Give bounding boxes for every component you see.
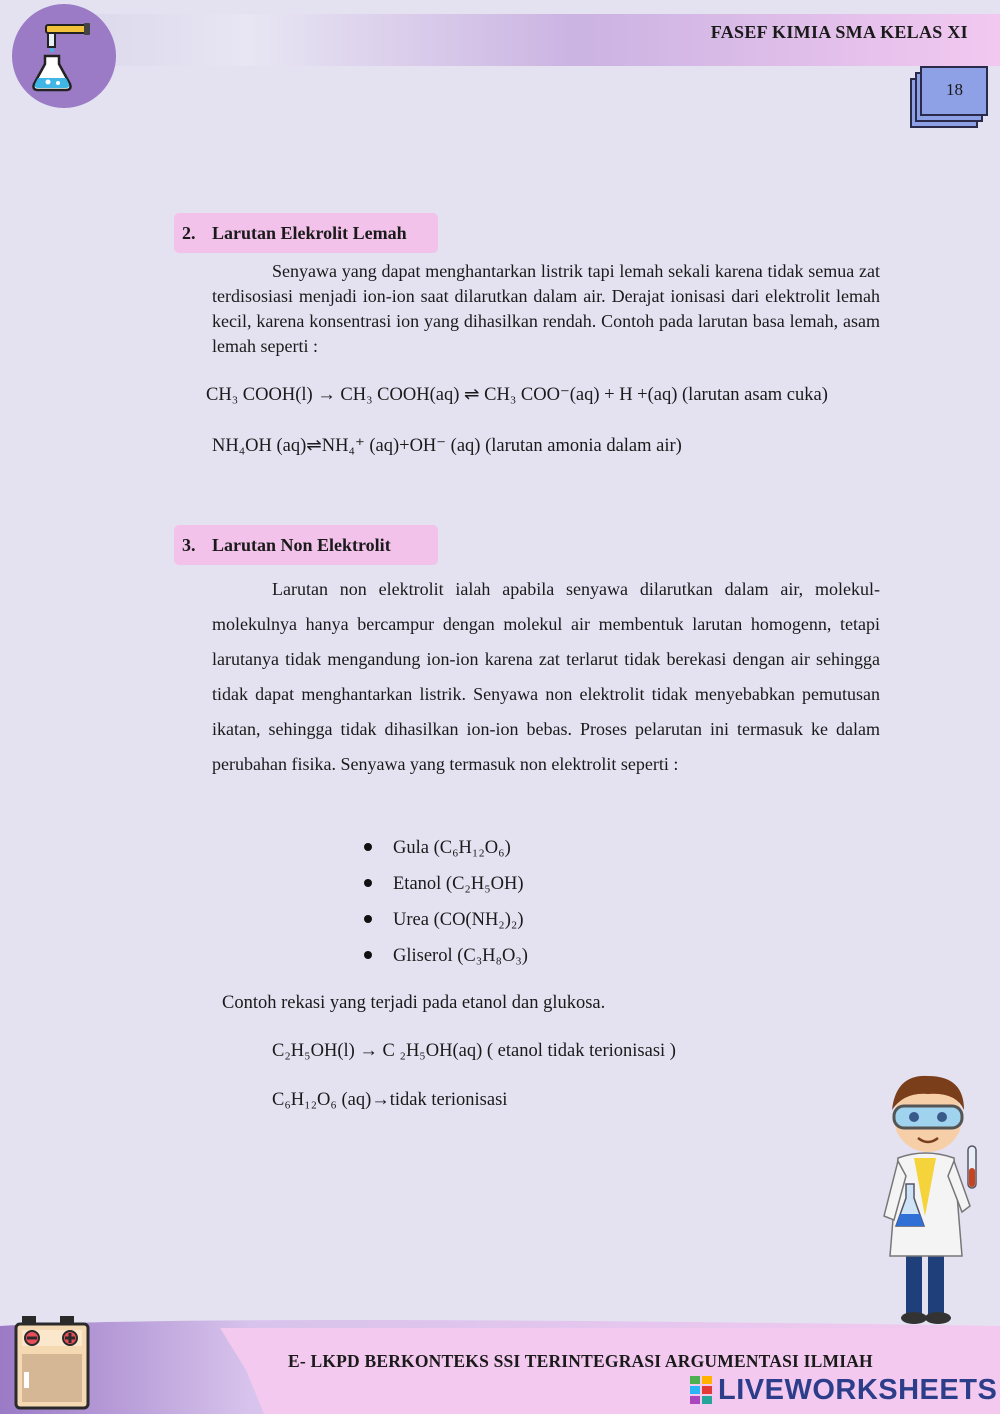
flask-icon <box>12 4 116 108</box>
list-item <box>364 942 528 978</box>
list-item <box>364 834 528 870</box>
battery-icon <box>12 1314 92 1410</box>
list-item <box>364 870 528 906</box>
flask-logo <box>12 4 116 108</box>
section-title: Larutan Non Elektrolit <box>212 535 391 555</box>
paragraph-non-electrolyte <box>212 572 880 782</box>
section-title: Larutan Elekrolit Lemah <box>212 223 407 243</box>
list-item-text: Gliserol (C₃H₈O₃) <box>393 946 528 966</box>
liveworksheets-logo-icon <box>690 1376 714 1404</box>
document-title: FASEF KIMIA SMA KELAS XI <box>710 22 968 42</box>
paragraph-text: Senyawa yang dapat menghantarkan listrik tapi lemah sekali karena tidak semua zat terdisosiasi menjadi ion-ion saat dilarutkan dalam air. Derajat ionisasi dari elektrolit lemah kecil, karena konsentrasi ion yang dihasilkan rendah. Contoh pada larutan basa lemah, asam lemah seperti : <box>212 261 880 356</box>
liveworksheets-watermark: LIVEWORKSHEETS <box>718 1374 998 1406</box>
list-item <box>364 906 528 942</box>
list-item-text: Etanol (C₂H₅OH) <box>393 874 524 894</box>
equation-acetic-acid: CH₃ COOH(l) → CH₃ COOH(aq) ⇌ CH₃ COO⁻(aq) + H +(aq) (larutan asam cuka) <box>206 385 828 405</box>
scientist-boy-illustration <box>870 1066 988 1328</box>
page-number: 18 <box>946 80 963 99</box>
reaction-glucose: C₆H₁₂O₆ (aq)→tidak terionisasi <box>272 1090 508 1110</box>
equation-ammonia: NH₄OH (aq)⇌NH₄⁺ (aq)+OH⁻ (aq) (larutan amonia dalam air) <box>212 436 682 456</box>
list-item-text: Gula (C₆H₁₂O₆) <box>393 838 511 858</box>
page-number-badge <box>910 64 988 126</box>
reaction-ethanol: C₂H₅OH(l) → C ₂H₅OH(aq) ( etanol tidak terionisasi ) <box>272 1041 676 1061</box>
paragraph-weak-electrolyte <box>212 259 880 359</box>
section-heading-non-electrolyte <box>174 525 438 565</box>
reaction-intro: Contoh rekasi yang terjadi pada etanol dan glukosa. <box>222 993 606 1013</box>
non-electrolyte-list <box>364 834 528 978</box>
footer-title: E- LKPD BERKONTEKS SSI TERINTEGRASI ARGUMENTASI ILMIAH <box>288 1351 873 1371</box>
section-heading-weak-electrolyte <box>174 213 438 253</box>
section-number: 3. <box>182 535 196 555</box>
list-item-text: Urea (CO(NH₂)₂) <box>393 910 524 930</box>
paragraph-text: Larutan non elektrolit ialah apabila senyawa dilarutkan dalam air, molekul-molekulnya hanya bercampur dengan molekul air membentuk larutan homogenn, tetapi larutanya tidak mengandung ion-ion karena zat terlarut tidak berekasi dengan air sehingga tidak dapat menghantarkan listrik. Senyawa non elektrolit tidak menyebabkan pemutusan ikatan, sehingga tidak dihasilkan ion-ion bebas. Proses pelarutan ini termasuk ke dalam perubahan fisika. Senyawa yang termasuk non elektrolit seperti : <box>212 579 880 774</box>
section-number: 2. <box>182 223 196 243</box>
